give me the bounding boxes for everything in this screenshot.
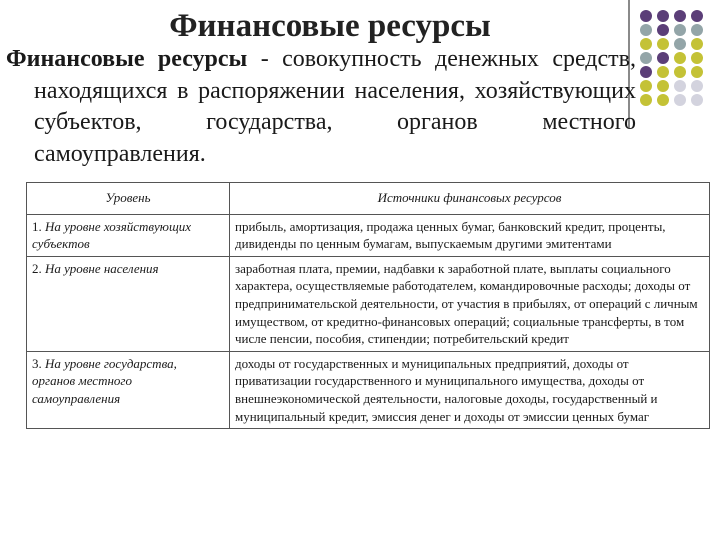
decorative-dot: [640, 94, 652, 106]
definition-text: - совокупность денежных средств, находящихся в распоряжении населения, хозяйствующих субъектов, государства, органов местного самоуправления.: [34, 46, 636, 167]
decorative-dot: [640, 24, 652, 36]
level-name: На уровне населения: [45, 260, 159, 276]
decorative-dot: [674, 38, 686, 50]
sources-cell: заработная плата, премии, надбавки к заработной плате, выплаты социального характера, осуществляемые работодателем, командировочные расходы; доходы от предпринимательской деятельности, от участия в прибылях, от операций с личным имуществом, от кредитно-финансовых операций; социальные трансферты, в том числе пенсии, пособия, стипендии; потребительский кредит: [230, 256, 710, 351]
decorative-dot: [674, 52, 686, 64]
level-number: 3.: [32, 355, 42, 371]
level-name: На уровне хозяйствующих субъектов: [32, 218, 192, 252]
decorative-dot: [674, 66, 686, 78]
level-number: 2.: [32, 260, 42, 276]
definition-paragraph: [6, 44, 636, 170]
level-cell: [27, 256, 230, 351]
slide-title: Финансовые ресурсы: [169, 8, 491, 44]
table-header-row: [27, 183, 710, 215]
decorative-dot: [691, 52, 703, 64]
decorative-dot: [657, 10, 669, 22]
level-name: На уровне государства, органов местного самоуправления: [32, 355, 177, 406]
table-row: [27, 351, 710, 428]
decorative-dot: [674, 10, 686, 22]
level-number: 1.: [32, 218, 42, 234]
decorative-dot: [691, 38, 703, 50]
decorative-dot: [691, 24, 703, 36]
table-row: [27, 256, 710, 351]
definition-block: [6, 44, 636, 170]
level-cell: [27, 214, 230, 256]
table-row: [27, 214, 710, 256]
decorative-dot: [657, 52, 669, 64]
decorative-dot: [657, 24, 669, 36]
decorative-dot: [691, 10, 703, 22]
decorative-dot: [691, 66, 703, 78]
financial-resources-table: [26, 182, 710, 429]
decorative-dot: [640, 80, 652, 92]
decorative-dot: [657, 94, 669, 106]
decorative-dot: [657, 38, 669, 50]
level-cell: [27, 351, 230, 428]
decorative-dot-grid: [640, 10, 720, 110]
column-header-level: Уровень: [27, 183, 230, 215]
decorative-dot: [674, 24, 686, 36]
sources-cell: прибыль, амортизация, продажа ценных бумаг, банковский кредит, проценты, дивиденды по ценным бумагам, выпускаемым другими эмитентами: [230, 214, 710, 256]
decorative-dot: [674, 94, 686, 106]
decorative-dot: [640, 10, 652, 22]
decorative-dot: [691, 94, 703, 106]
decorative-dot: [657, 80, 669, 92]
decorative-dot: [640, 38, 652, 50]
definition-term: Финансовые ресурсы: [6, 46, 248, 72]
decorative-dot: [657, 66, 669, 78]
column-header-sources: Источники финансовых ресурсов: [230, 183, 710, 215]
decorative-dot: [640, 66, 652, 78]
sources-cell: доходы от государственных и муниципальных предприятий, доходы от приватизации государственного и муниципального имущества, доходы от внешнеэкономической деятельности, налоговые доходы, государственный и муниципальный кредит, эмиссия денег и доходы от эмиссии ценных бумаг: [230, 351, 710, 428]
decorative-dot: [640, 52, 652, 64]
decorative-dot: [674, 80, 686, 92]
decorative-dot: [691, 80, 703, 92]
